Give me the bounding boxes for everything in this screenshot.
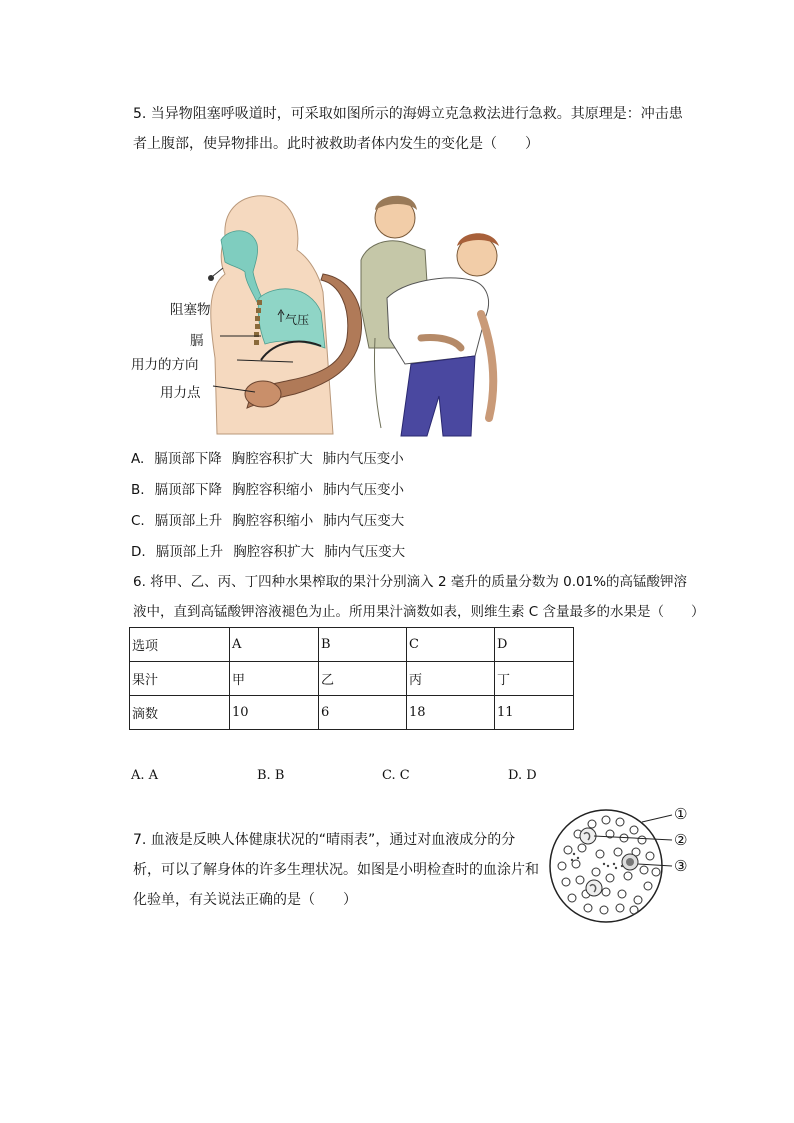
marker-3: ③ [674,857,688,875]
table-cell: 丁 [495,662,574,696]
blood-smear-figure [548,806,674,926]
q6-stem-line2: 液中，直到高锰酸钾溶液褪色为止。所用果汁滴数如表，则维生素 C 含量最多的水果是（ ） [133,604,705,620]
table-cell: 果汁 [130,662,230,696]
table-cell: 丙 [407,662,495,696]
q6-option-c[interactable]: C. C [382,768,410,783]
q6-stem-line1: 6. 将甲、乙、丙、丁四种水果榨取的果汁分别滴入 2 毫升的质量分数为 0.01%的高锰酸钾溶 [133,574,688,590]
table-cell: 6 [319,696,407,730]
q6-option-b[interactable]: B. B [257,768,285,783]
q6-option-a[interactable]: A. A [131,768,159,783]
table-cell: 18 [407,696,495,730]
label-force-direction: 用力的方向 [131,357,199,373]
juice-drops-table [129,627,574,730]
table-cell: A [230,628,319,662]
q6-option-d[interactable]: D. D [508,768,537,783]
table-cell: C [407,628,495,662]
q5-stem-line1: 5. 当异物阻塞呼吸道时，可采取如图所示的海姆立克急救法进行急救。其原理是：冲击患 [133,106,683,122]
table-row [130,628,574,662]
table-cell: 10 [230,696,319,730]
table-cell: D [495,628,574,662]
q7-stem-line3: 化验单，有关说法正确的是（ ） [133,892,357,908]
table-row [130,696,574,730]
marker-2: ② [674,831,688,849]
q5-option-d[interactable]: D. 膈顶部上升 胸腔容积扩大 肺内气压变大 [131,544,406,560]
label-force-point: 用力点 [160,385,201,401]
q7-stem-line2: 析，可以了解身体的许多生理状况。如图是小明检查时的血涂片和 [133,862,539,878]
q5-stem-line2: 者上腹部，使异物排出。此时被救助者体内发生的变化是（ ） [133,136,539,152]
table-cell: 乙 [319,662,407,696]
table-cell: 甲 [230,662,319,696]
table-row [130,662,574,696]
label-pressure: 气压 [285,313,310,327]
table-cell: 滴数 [130,696,230,730]
q5-option-a[interactable]: A. 膈顶部下降 胸腔容积扩大 肺内气压变小 [131,451,404,467]
q7-stem-line1: 7. 血液是反映人体健康状况的“晴雨表”，通过对血液成分的分 [133,832,516,848]
table-cell: 选项 [130,628,230,662]
table-cell: 11 [495,696,574,730]
q5-option-b[interactable]: B. 膈顶部下降 胸腔容积缩小 肺内气压变小 [131,482,405,498]
marker-1: ① [674,805,688,823]
q5-option-c[interactable]: C. 膈顶部上升 胸腔容积缩小 肺内气压变大 [131,513,405,529]
label-blockage: 阻塞物 [170,302,211,318]
label-diaphragm: 膈 [190,333,204,349]
table-cell: B [319,628,407,662]
